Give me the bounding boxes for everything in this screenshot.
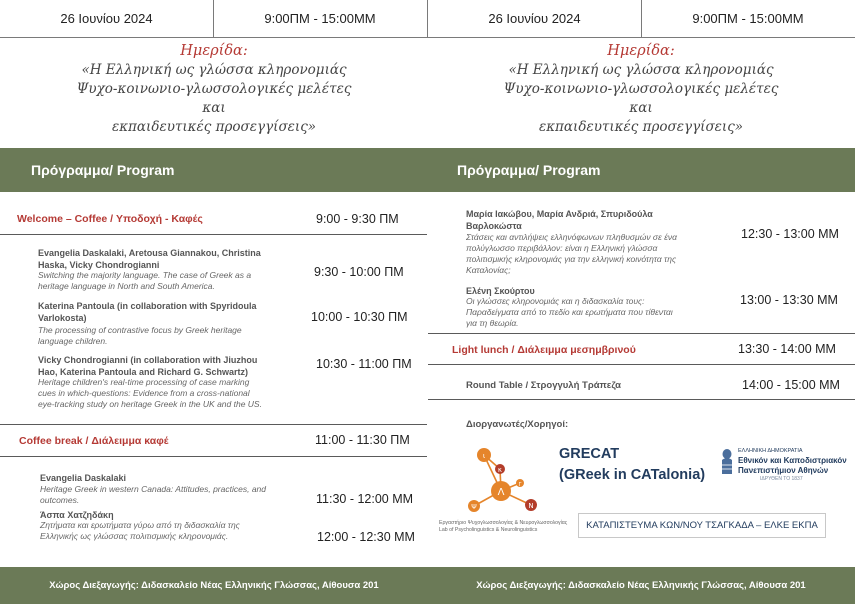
speaker-line: Hao, Katerina Pantoula and Richard G. Schwartz) [38, 367, 249, 377]
lunch-time: 13:30 - 14:00 ΜΜ [738, 342, 836, 356]
title-line: Παραδείγματα από το πεδίο και ερωτήματα που τίθενται [466, 307, 673, 317]
title-line: εκπαιδευτικές προσεγγίσεις» [111, 119, 317, 135]
title-line: The processing of contrastive focus by Greek heritage [38, 325, 242, 335]
talk2-time: 10:00 - 10:30 ΠΜ [311, 310, 408, 324]
talk2-speakers [38, 300, 257, 324]
title-line: πολύγλωσσο περιβάλλον: είναι η Ελληνική γλώσσα [466, 243, 658, 253]
left-date: 26 Ιουνίου 2024 [60, 11, 153, 26]
uoa-name-2: Πανεπιστήμιον Αθηνών [738, 466, 829, 475]
divider [0, 424, 427, 425]
event-title-left [0, 42, 428, 137]
title-line: heritage language in North and South America. [38, 281, 215, 291]
grecat-line: GRECAT [559, 446, 620, 462]
talk3-time: 10:30 - 11:00 ΠΜ [316, 357, 412, 371]
talk5-speaker: Άσπα Χατζηδάκη [40, 510, 114, 520]
divider [428, 364, 855, 365]
venue-right: Χώρος Διεξαγωγής: Διδασκαλείο Νέας Ελληνικής Γλώσσας, Αίθουσα 201 [476, 580, 806, 591]
venue-left: Χώρος Διεξαγωγής: Διδασκαλείο Νέας Ελληνικής Γλώσσας, Αίθουσα 201 [49, 580, 379, 591]
title-line: Ψυχο-κοινωνιο-γλωσσολογικές μελέτες [503, 81, 779, 97]
title-line: εκπαιδευτικές προσεγγίσεις» [538, 119, 744, 135]
welcome-time: 9:00 - 9:30 ΠΜ [316, 212, 399, 226]
talk5-title [40, 520, 240, 542]
title-line: Switching the majority language. The case of Greek as a [38, 270, 252, 280]
grecat-logo [559, 445, 705, 484]
talk4-title [40, 484, 266, 506]
event-title-right [427, 42, 855, 137]
talk7-title [466, 296, 699, 329]
grecat-line: (GReek in CATalonia) [559, 467, 706, 483]
talk7-time: 13:00 - 13:30 ΜΜ [740, 293, 838, 307]
talk6-speakers [466, 208, 653, 232]
lab-caption [439, 520, 567, 534]
lab-caption-line: Lab of Psycholinguistics & Neurolinguistics [439, 527, 538, 533]
title-line: Heritage children's real-time processing of case marking [38, 377, 250, 387]
logo-letter: Ν [528, 502, 534, 510]
logo-letter: κ [497, 466, 503, 474]
welcome-label: Welcome – Coffee / Υποδοχή - Καφές [17, 213, 203, 225]
athena-emblem-icon [720, 448, 734, 476]
title-line: Ημερίδα: [607, 43, 675, 59]
coffee-break-label: Coffee break / Διάλειμμα καφέ [19, 435, 169, 447]
talk5-time: 12:00 - 12:30 ΜΜ [317, 530, 415, 544]
speaker-line: Βαρλοκώστα [466, 221, 522, 231]
program-title-right: Πρόγραμμα/ Program [457, 162, 601, 178]
title-line: Ελληνικής ως γλώσσας πολιτισμικής κληρονομιάς. [40, 531, 229, 541]
program-title-left: Πρόγραμμα/ Program [31, 162, 175, 178]
speaker-line: Varlokosta) [38, 313, 87, 323]
talk1-speakers [38, 247, 261, 271]
logo-letter: ι [482, 452, 486, 460]
speaker-line: Vicky Chondrogianni (in collaboration with Jiuzhou [38, 355, 258, 365]
lunch-label: Light lunch / Διάλειμμα μεσημβρινού [452, 344, 636, 356]
coffee-break-time: 11:00 - 11:30 ΠΜ [315, 433, 410, 447]
header-bar [0, 0, 855, 38]
title-line: «Η Ελληνική ως γλώσσα κληρονομιάς [81, 62, 347, 78]
trust-badge: ΚΑΤΑΠΙΣΤΕΥΜΑ ΚΩΝ/ΝΟΥ ΤΣΑΓΚΑΔΑ – ΕΛΚΕ ΕΚΠΑ [578, 513, 826, 538]
logo-letter: Γ [518, 482, 522, 488]
title-line: Heritage Greek in western Canada: Attitudes, practices, and [40, 484, 266, 494]
left-time: 9:00ΠΜ - 15:00ΜΜ [264, 11, 376, 26]
uoa-founded: ΙΔΡΥΘΕΝ ΤΟ 1837 [760, 476, 803, 482]
title-line: Οι γλώσσες κληρονομιάς και η διδασκαλία τους: [466, 296, 645, 306]
title-line: language children. [38, 336, 108, 346]
uoa-country: ΕΛΛΗΝΙΚΗ ΔΗΜΟΚΡΑΤΙΑ [738, 448, 803, 454]
divider [0, 456, 427, 457]
talk2-title [38, 325, 242, 347]
lab-caption-line: Εργαστήριο Ψυχογλωσσολογίας & Νευρογλωσσολογίας [439, 520, 568, 526]
right-time: 9:00ΠΜ - 15:00ΜΜ [692, 11, 804, 26]
speaker-line: Haska, Vicky Chondrogianni [38, 260, 160, 270]
speaker-line: Μαρία Ιακώβου, Μαρία Ανδριά, Σπυριδούλα [466, 209, 653, 219]
title-line: cues in which-questions: Evidence from a cross-national [38, 388, 250, 398]
logo-nodes [468, 448, 537, 512]
round-table-label: Round Table / Στρογγυλή Τράπεζα [466, 380, 622, 391]
title-line: πολιτισμικής κληρονομιάς για την ελληνική κοινότητα της [466, 254, 677, 264]
speaker-line: Evangelia Daskalaki, Aretousa Giannakou, Christina [38, 248, 261, 258]
title-line: outcomes. [40, 495, 80, 505]
uoa-name-1: Εθνικόν και Καποδιστριακόν [738, 456, 847, 465]
title-line: Ψυχο-κοινωνιο-γλωσσολογικές μελέτες [76, 81, 352, 97]
lab-logo [460, 442, 550, 516]
title-line: Στάσεις και αντιλήψεις ελληνόφωνων πληθυσμών σε ένα [466, 232, 677, 242]
title-line: Καταλονίας; [466, 265, 511, 275]
title-line: «Η Ελληνική ως γλώσσα κληρονομιάς [508, 62, 774, 78]
talk6-title [466, 232, 699, 276]
title-line: και [629, 100, 653, 116]
talk1-time: 9:30 - 10:00 ΠΜ [314, 265, 404, 279]
talk4-time: 11:30 - 12:00 ΜΜ [316, 492, 414, 506]
title-line: Ημερίδα: [180, 43, 248, 59]
talk3-speakers [38, 354, 257, 378]
talk7-speaker: Ελένη Σκούρτου [466, 286, 535, 296]
title-line: για τη θεωρία. [466, 318, 519, 328]
talk1-title [38, 270, 251, 292]
logo-letter: Λ [497, 487, 505, 498]
divider [0, 234, 427, 235]
title-line: Ζητήματα και ερωτήματα γύρω από τη διδασκαλία της [40, 520, 240, 530]
talk3-title [38, 377, 262, 410]
talk4-speaker: Evangelia Daskalaki [40, 473, 127, 483]
logo-letter: Ψ [471, 503, 477, 511]
title-line: eye-tracking study on heritage Greek in the UK and the US. [38, 399, 262, 409]
talk6-time: 12:30 - 13:00 ΜΜ [741, 227, 839, 241]
round-table-time: 14:00 - 15:00 ΜΜ [742, 378, 840, 392]
organizers-label: Διοργανωτές/Χορηγοί: [466, 419, 569, 430]
right-date: 26 Ιουνίου 2024 [488, 11, 581, 26]
divider [428, 333, 855, 334]
title-line: και [202, 100, 226, 116]
divider [428, 399, 855, 400]
speaker-line: Katerina Pantoula (in collaboration with Spyridoula [38, 301, 257, 311]
